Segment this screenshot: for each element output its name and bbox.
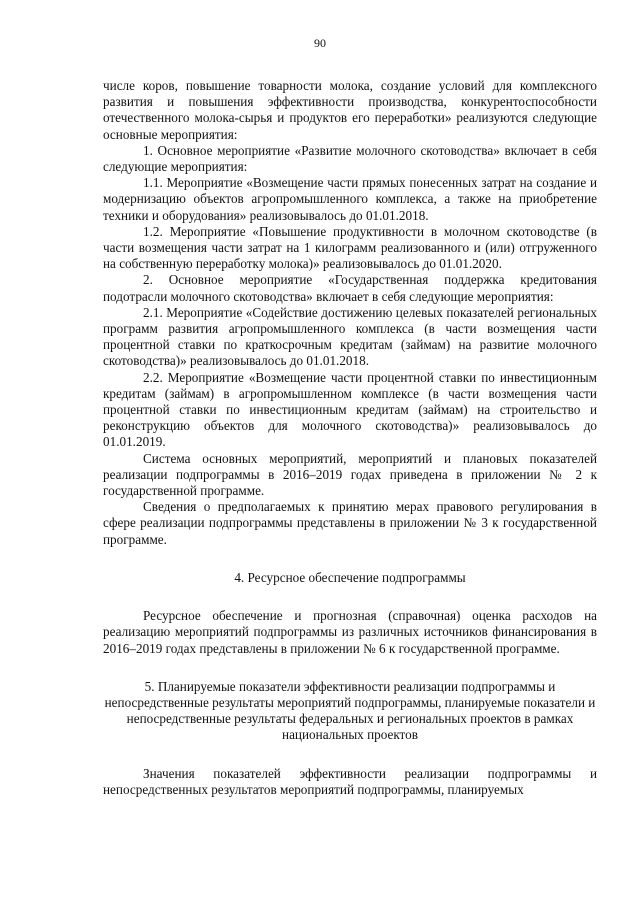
- page-number: 90: [314, 36, 326, 50]
- paragraph-item-2-2: 2.2. Мероприятие «Возмещение части процентной ставки по инвестиционным кредитам (займам) в агропромышленном комплексе (в части возмещения части процентной ставки по инвестиционным кредитам (займам) на строительство и реконструкцию объектов для молочного скотоводства)» реализовывалось до 01.01.2019.: [103, 369, 597, 450]
- paragraph-item-1-1: 1.1. Мероприятие «Возмещение части прямых понесенных затрат на создание и модернизацию объектов агропромышленного комплекса, а также на приобретение техники и оборудования» реализовывалось до 01.01.2018.: [103, 175, 597, 223]
- section-4-paragraph: Ресурсное обеспечение и прогнозная (справочная) оценка расходов на реализацию мероприятий подпрограммы из различных источников финансирования в 2016–2019 годах представлены в приложении № 6 к государственной программе.: [103, 608, 597, 656]
- section-5-paragraph: Значения показателей эффективности реализации подпрограммы и непосредственных результатов мероприятий подпрограммы, планируемых: [103, 765, 597, 797]
- intro-paragraph: числе коров, повышение товарности молока, создание условий для комплексного развития и повышения эффективности производства, конкурентоспособности отечественного молока-сырья и продуктов его переработки» реализуются следующие основные мероприятия:: [103, 78, 597, 142]
- paragraph-item-2: 2. Основное мероприятие «Государственная поддержка кредитования подотрасли молочного скотоводства» включает в себя следующие мероприятия:: [103, 272, 597, 304]
- paragraph-system: Система основных мероприятий, мероприятий и плановых показателей реализации подпрограммы в 2016–2019 годах приведена в приложении № 2 к государственной программе.: [103, 450, 597, 499]
- paragraph-item-1-2: 1.2. Мероприятие «Повышение продуктивности в молочном скотоводстве (в части возмещения части затрат на 1 килограмм реализованного и (или) отгруженного на собственную переработку молока)» реализовывалось до 01.01.2020.: [103, 223, 597, 272]
- paragraph-item-1: 1. Основное мероприятие «Развитие молочного скотоводства» включает в себя следующие мероприятия:: [103, 142, 597, 175]
- paragraph-regulation: Сведения о предполагаемых к принятию мерах правового регулирования в сфере реализации подпрограммы представлены в приложении № 3 к государственной программе.: [103, 499, 597, 547]
- section-5-heading: 5. Планируемые показатели эффективности реализации подпрограммы и непосредственные результаты мероприятий подпрограммы, планируемые показатели и непосредственные результаты федеральных и региональных проектов в рамках национальных проектов: [104, 678, 596, 743]
- paragraph-item-2-1: 2.1. Мероприятие «Содействие достижению целевых показателей региональных программ развития агропромышленного комплекса (в части возмещения части процентной ставки по краткосрочным кредитам (займам) на развитие молочного скотоводства)» реализовывалось до 01.01.2018.: [103, 304, 597, 369]
- document-body: [103, 78, 597, 798]
- section-4-heading: 4. Ресурсное обеспечение подпрограммы: [234, 569, 466, 585]
